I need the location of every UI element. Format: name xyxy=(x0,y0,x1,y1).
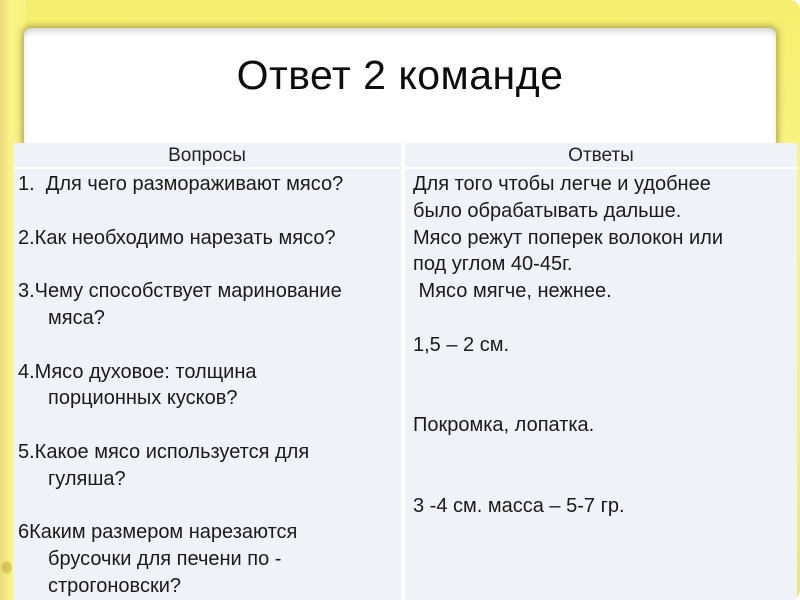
table-text-line xyxy=(13,493,401,520)
table-text-line: мяса? xyxy=(48,306,105,329)
questions-lines xyxy=(13,169,401,600)
qa-table xyxy=(13,143,797,600)
table-text-line: 1,5 – 2 см. xyxy=(413,333,510,356)
table-header-answers: Ответы xyxy=(405,143,797,169)
table-text-line: Мясо режут поперек волокон или xyxy=(413,226,724,249)
table-text-line xyxy=(405,305,797,332)
table-text-line: 4.Мясо духовое: толщина xyxy=(18,360,257,383)
table-text-line: брусочки для печени по - xyxy=(48,548,282,571)
table-text-line xyxy=(13,332,401,359)
table-text-line xyxy=(405,466,797,493)
table-text-line: 2.Как необходимо нарезать мясо? xyxy=(18,226,336,249)
table-text-line xyxy=(405,359,797,386)
answers-lines xyxy=(405,169,797,519)
table-text-line: 5.Какое мясо используется для xyxy=(18,440,310,463)
table-text-line: 3.Чему способствует маринование xyxy=(18,280,342,303)
table-text-line: гуляша? xyxy=(48,467,126,490)
frame-dot-decoration xyxy=(1,561,12,574)
table-text-line xyxy=(13,251,401,278)
table-text-line xyxy=(13,198,401,225)
table-text-line xyxy=(405,439,797,466)
table-text-line: 3 -4 см. масса – 5-7 гр. xyxy=(413,494,625,517)
table-text-line xyxy=(405,385,797,412)
table-text-line xyxy=(13,412,401,439)
questions-column xyxy=(13,143,401,600)
table-header-questions: Вопросы xyxy=(13,143,401,169)
table-text-line: 6Каким размером нарезаются xyxy=(18,521,298,544)
answers-column xyxy=(405,143,797,600)
table-text-line: Мясо мягче, нежнее. xyxy=(413,280,612,303)
table-text-line: Для того чтобы легче и удобнее xyxy=(413,173,711,195)
table-text-line: 1. Для чего размораживают мясо? xyxy=(18,173,344,195)
table-text-line: Покромка, лопатка. xyxy=(413,414,595,437)
page-title: Ответ 2 команде xyxy=(236,52,564,98)
table-text-line: под углом 40-45г. xyxy=(413,253,573,276)
table-text-line: строгоновски? xyxy=(48,574,181,597)
table-text-line: порционных кусков? xyxy=(48,387,238,410)
table-text-line: было обрабатывать дальше. xyxy=(413,199,682,222)
